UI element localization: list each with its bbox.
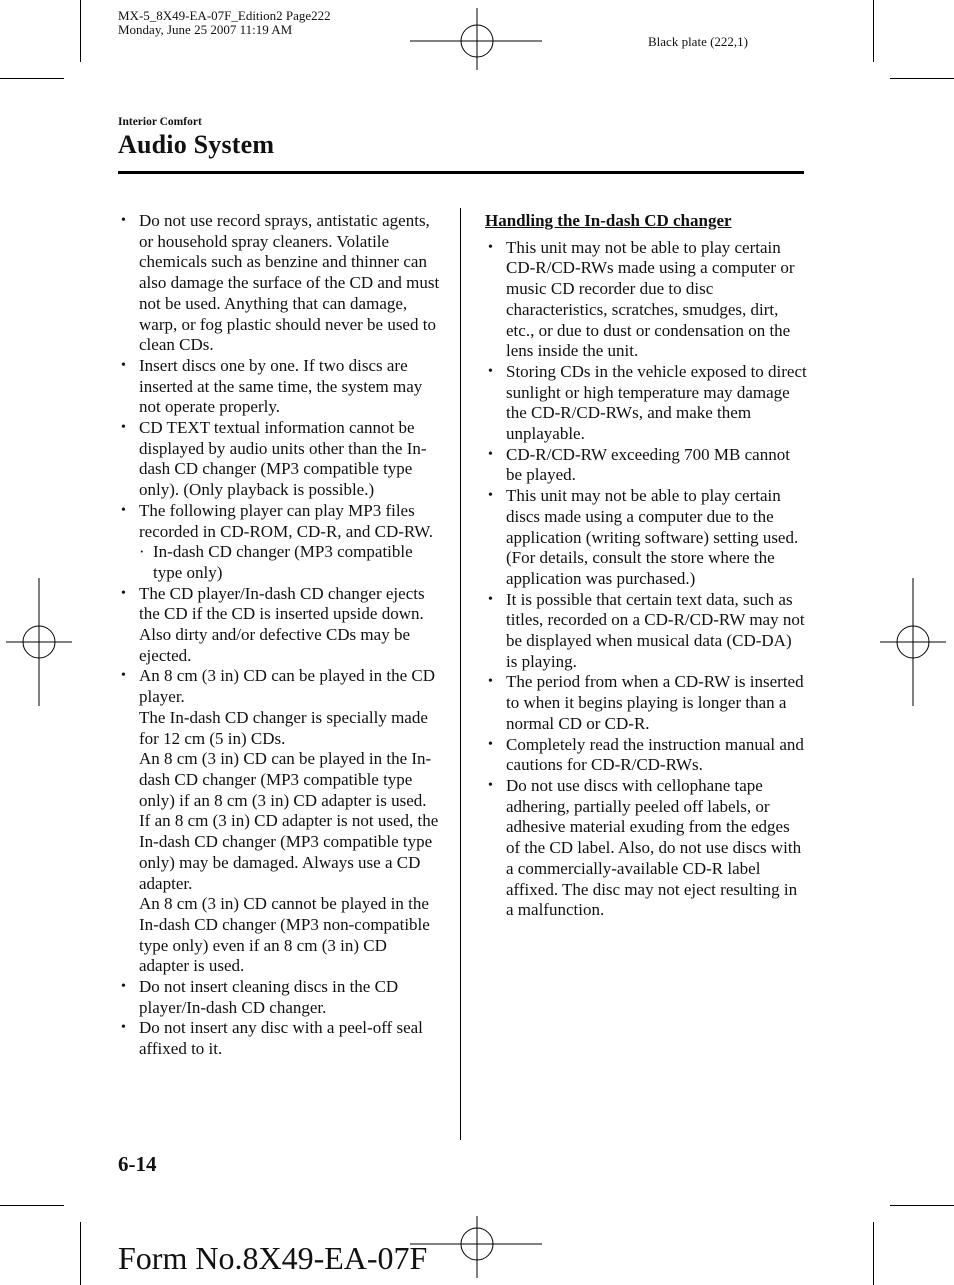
left-column <box>118 211 440 1060</box>
list-item: • This unit may not be able to play certain discs made using a computer due to the application (writing software) setting used. (For details, consult the store where the application was purchased.) <box>485 486 807 590</box>
list-item: • The period from when a CD-RW is inserted to when it begins playing is longer than a normal CD or CD-R. <box>485 672 807 734</box>
section-heading: Handling the In-dash CD changer <box>485 211 732 230</box>
date-line: Monday, June 25 2007 11:19 AM <box>118 22 293 37</box>
right-column <box>485 211 807 921</box>
plate-label: Black plate (222,1) <box>648 34 748 49</box>
page-title: Audio System <box>118 130 275 159</box>
list-item: • The CD player/In-dash CD changer ejects the CD if the CD is inserted upside down. Also dirty and/or defective CDs may be ejected. <box>118 584 440 667</box>
list-item: • It is possible that certain text data, such as titles, recorded on a CD-R/CD-RW may not be displayed when musical data (CD-DA) is playing. <box>485 590 807 673</box>
form-number: Form No.8X49-EA-07F <box>118 1240 428 1276</box>
cd8-paragraph: If an 8 cm (3 in) CD adapter is not used, the In-dash CD changer (MP3 compatible type only) may be damaged. Always use a CD adapter. <box>139 811 439 893</box>
list-item: • CD-R/CD-RW exceeding 700 MB cannot be played. <box>485 445 807 486</box>
cd8-paragraph: The In-dash CD changer is specially made for 12 cm (5 in) CDs. <box>139 707 428 748</box>
list-item: • The following player can play MP3 files recorded in CD-ROM, CD-R, and CD-RW. · In-dash CD changer (MP3 compatible type only) <box>118 501 440 584</box>
list-item: • This unit may not be able to play certain CD-R/CD-RWs made using a computer or music CD recorder due to disc characteristics, scratches, smudges, dirt, etc., or due to dust or condensation on the lens inside the unit. <box>485 238 807 362</box>
column-divider <box>460 208 461 1140</box>
page-number: 6-14 <box>118 1152 157 1176</box>
list-item: • Do not use discs with cellophane tape adhering, partially peeled off labels, or adhesive material exuding from the edges of the CD label. Also, do not use discs with a commercially-available CD-R label affixed. The disc may not eject resulting in a malfunction. <box>485 776 807 921</box>
list-item: • Insert discs one by one. If two discs are inserted at the same time, the system may not operate properly. <box>118 356 440 418</box>
registration-mark-left <box>6 578 72 706</box>
list-item: • Do not insert cleaning discs in the CD player/In-dash CD changer. <box>118 977 440 1018</box>
sub-item-marker: · <box>139 542 145 562</box>
title-rule <box>118 171 804 174</box>
cd8-paragraph: An 8 cm (3 in) CD cannot be played in the In-dash CD changer (MP3 non-compatible type only) even if an 8 cm (3 in) CD adapter is used. <box>139 894 430 976</box>
list-item: • Do not use record sprays, antistatic agents, or household spray cleaners. Volatile chemicals such as benzine and thinner can also damage the surface of the CD and must not be used. Anything that can damage, warp, or fog plastic should never be used to clean CDs. <box>118 211 440 356</box>
registration-mark-bottom <box>410 1216 542 1278</box>
cd8-paragraph: An 8 cm (3 in) CD can be played in the In-dash CD changer (MP3 compatible type only) if an 8 cm (3 in) CD adapter is used. <box>139 749 432 810</box>
registration-mark-top <box>410 8 542 70</box>
list-item: • An 8 cm (3 in) CD can be played in the CD player. The In-dash CD changer is specially made for 12 cm (5 in) CDs. An 8 cm (3 in) CD can be played in the In-dash CD changer (MP3 compatible type only) if an 8 cm (3 in) CD adapter is used. If an 8 cm (3 in) CD adapter is not used, the In-dash CD changer (MP3 compatible type only) may be damaged. Always use a CD adapter. An 8 cm (3 in) CD cannot be played in the In-dash CD changer (MP3 non-compatible type only) even if an 8 cm (3 in) CD adapter is used. <box>118 666 440 977</box>
list-item: • Completely read the instruction manual and cautions for CD-R/CD-RWs. <box>485 735 807 776</box>
sub-list-item: · In-dash CD changer (MP3 compatible type only) <box>139 542 413 582</box>
list-item: • Storing CDs in the vehicle exposed to direct sunlight or high temperature may damage the CD-R/CD-RWs, and make them unplayable. <box>485 362 807 445</box>
registration-mark-right <box>880 578 946 706</box>
section-label: Interior Comfort <box>118 116 202 128</box>
file-line: MX-5_8X49-EA-07F_Edition2 Page222 <box>118 8 331 23</box>
list-item: • Do not insert any disc with a peel-off seal affixed to it. <box>118 1018 440 1059</box>
list-item: • CD TEXT textual information cannot be displayed by audio units other than the In-dash CD changer (MP3 compatible type only). (Only playback is possible.) <box>118 418 440 501</box>
print-header <box>118 9 331 37</box>
